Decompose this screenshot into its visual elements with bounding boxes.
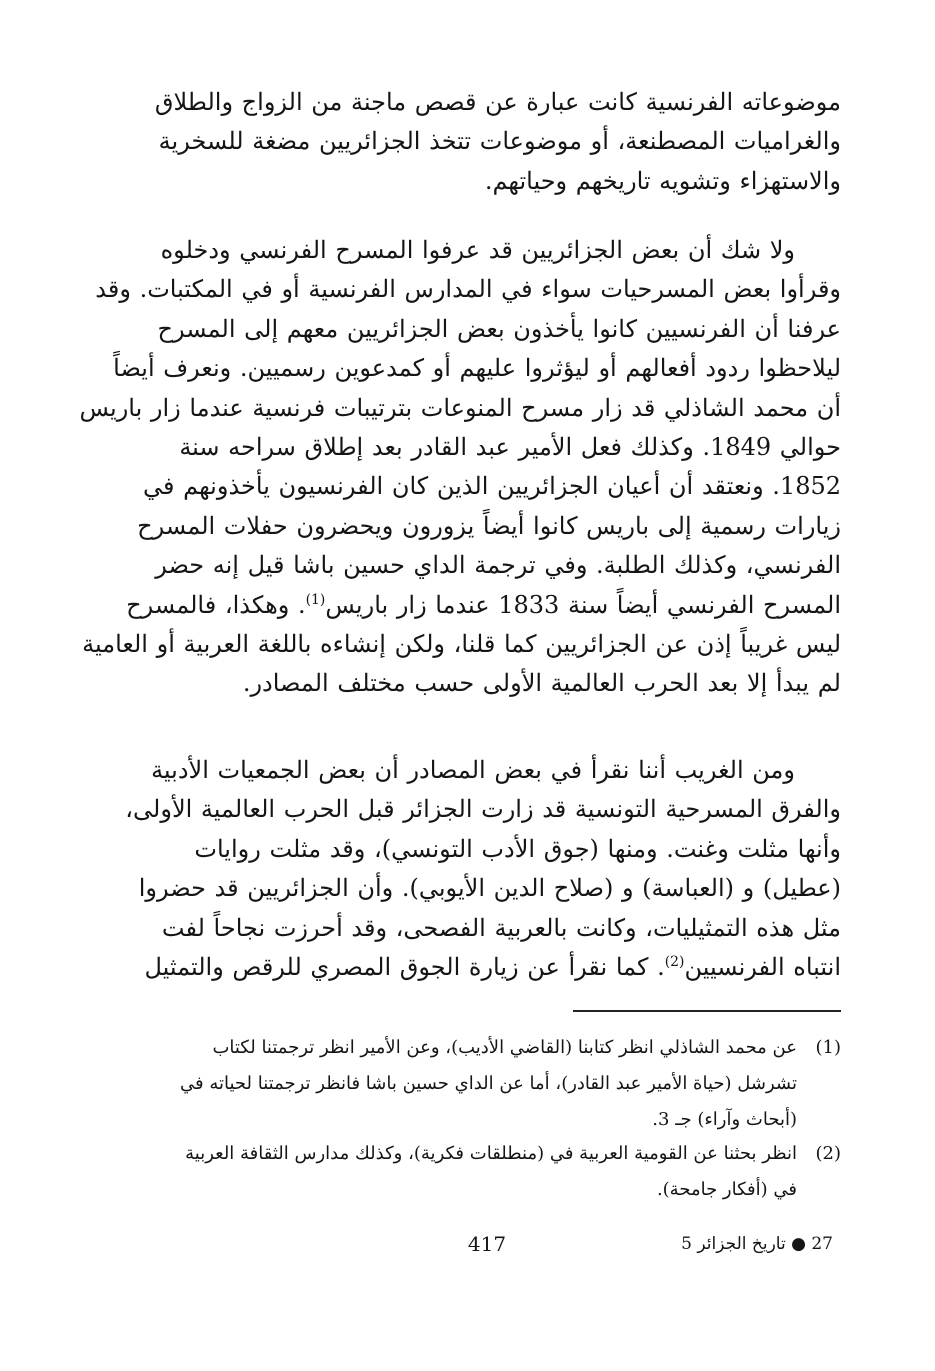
text-line: ليس غريباً إذن عن الجزائريين كما قلنا، ولكن إنشاءه باللغة العربية أو العامية [82,629,841,658]
text-line-with-footnote-marker [136,948,841,987]
paragraph-3 [125,751,841,987]
footnote-divider [573,1010,841,1012]
footnote-text [131,1136,797,1208]
text-line: ليلاحظوا ردود أفعالهم أو ليؤثروا عليهم أو كمدعوين رسميين. ونعرف أيضاً [113,354,841,383]
line-text-after-note: . وهكذا، فالمسرح [126,590,306,619]
text-line: لم يبدأ إلا بعد الحرب العالمية الأولى حسب مختلف المصادر. [242,669,841,698]
paragraph-1 [136,83,841,201]
text-line: موضوعاته الفرنسية كانت عبارة عن قصص ماجنة من الزواج والطلاق [154,88,841,116]
text-line: والغراميات المصطنعة، أو موضوعات تتخذ الجزائريين مضغة للسخرية [158,127,841,156]
footnote-2 [131,1136,841,1208]
paragraph-2 [79,231,841,704]
running-footer: 27 ● تاريخ الجزائر 5 [681,1234,833,1254]
page-number: 417 [467,1232,507,1256]
text-line-with-footnote-marker [126,586,841,625]
footnote-1 [131,1030,841,1138]
text-line: وأنها مثلت وغنت. ومنها (جوق الأدب التونسي)، وقد مثلت روايات [194,834,841,863]
text-line: وقرأوا بعض المسرحيات سواء في المدارس الفرنسية أو في المكتبات. وقد [95,275,841,304]
footnote-line: انظر بحثنا عن القومية العربية في (منطلقات فكرية)، وكذلك مدارس الثقافة العربية [185,1143,797,1164]
footnote-line: (أبحاث وآراء) جـ 3. [652,1109,797,1130]
text-line: زيارات رسمية إلى باريس كانوا أيضاً يزورون ويحضرون حفلات المسرح [137,511,841,540]
text-line: حوالي 1849. وكذلك فعل الأمير عبد القادر بعد إطلاق سراحه سنة [179,432,841,461]
line-text-before-note: المسرح الفرنسي أيضاً سنة 1833 عندما زار باريس [325,590,841,619]
text-line: والاستهزاء وتشويه تاريخهم وحياتهم. [484,166,841,195]
text-line: عرفنا أن الفرنسيين كانوا يأخذون بعض الجزائريين معهم إلى المسرح [157,314,841,343]
text-line: أن محمد الشاذلي قد زار مسرح المنوعات بترتيبات فرنسية عندما زار باريس [79,393,841,422]
text-line: ومن الغريب أننا نقرأ في بعض المصادر أن بعض الجمعيات الأدبية [151,756,795,784]
text-line: (عطيل) و (العباسة) و (صلاح الدين الأيوبي). وأن الجزائريين قد حضروا [138,874,841,903]
text-line: الفرنسي، وكذلك الطلبة. وفي ترجمة الداي حسين باشا قيل إنه حضر [155,551,841,580]
footnote-text [131,1030,797,1138]
line-text-before-note: انتباه الفرنسيين [684,952,841,981]
text-line: ولا شك أن بعض الجزائريين قد عرفوا المسرح الفرنسي ودخلوه [160,236,795,264]
footnote-line: عن محمد الشاذلي انظر كتابنا (القاضي الأديب)، وعن الأمير انظر ترجمتنا لكتاب [212,1037,797,1058]
text-line: مثل هذه التمثيليات، وكانت بالعربية الفصحى، وقد أحرزت نجاحاً لفت [161,913,841,942]
text-line: والفرق المسرحية التونسية قد زارت الجزائر قبل الحرب العالمية الأولى، [125,795,841,824]
line-text-after-note: . كما نقرأ عن زيارة الجوق المصري للرقص والتمثيل [144,952,665,981]
footnote-number: (2) [815,1143,841,1164]
footnote-line: في (أفكار جامحة). [656,1179,797,1200]
text-line: 1852. ونعتقد أن أعيان الجزائريين الذين كان الفرنسيون يأخذونهم في [143,472,841,501]
footnote-number: (1) [815,1037,841,1058]
footnote-reference-2: (2) [664,953,685,970]
footnote-reference-1: (1) [305,591,326,608]
footnote-line: تشرشل (حياة الأمير عبد القادر)، أما عن الداي حسين باشا فانظر ترجمتنا لحياته في [180,1073,797,1094]
